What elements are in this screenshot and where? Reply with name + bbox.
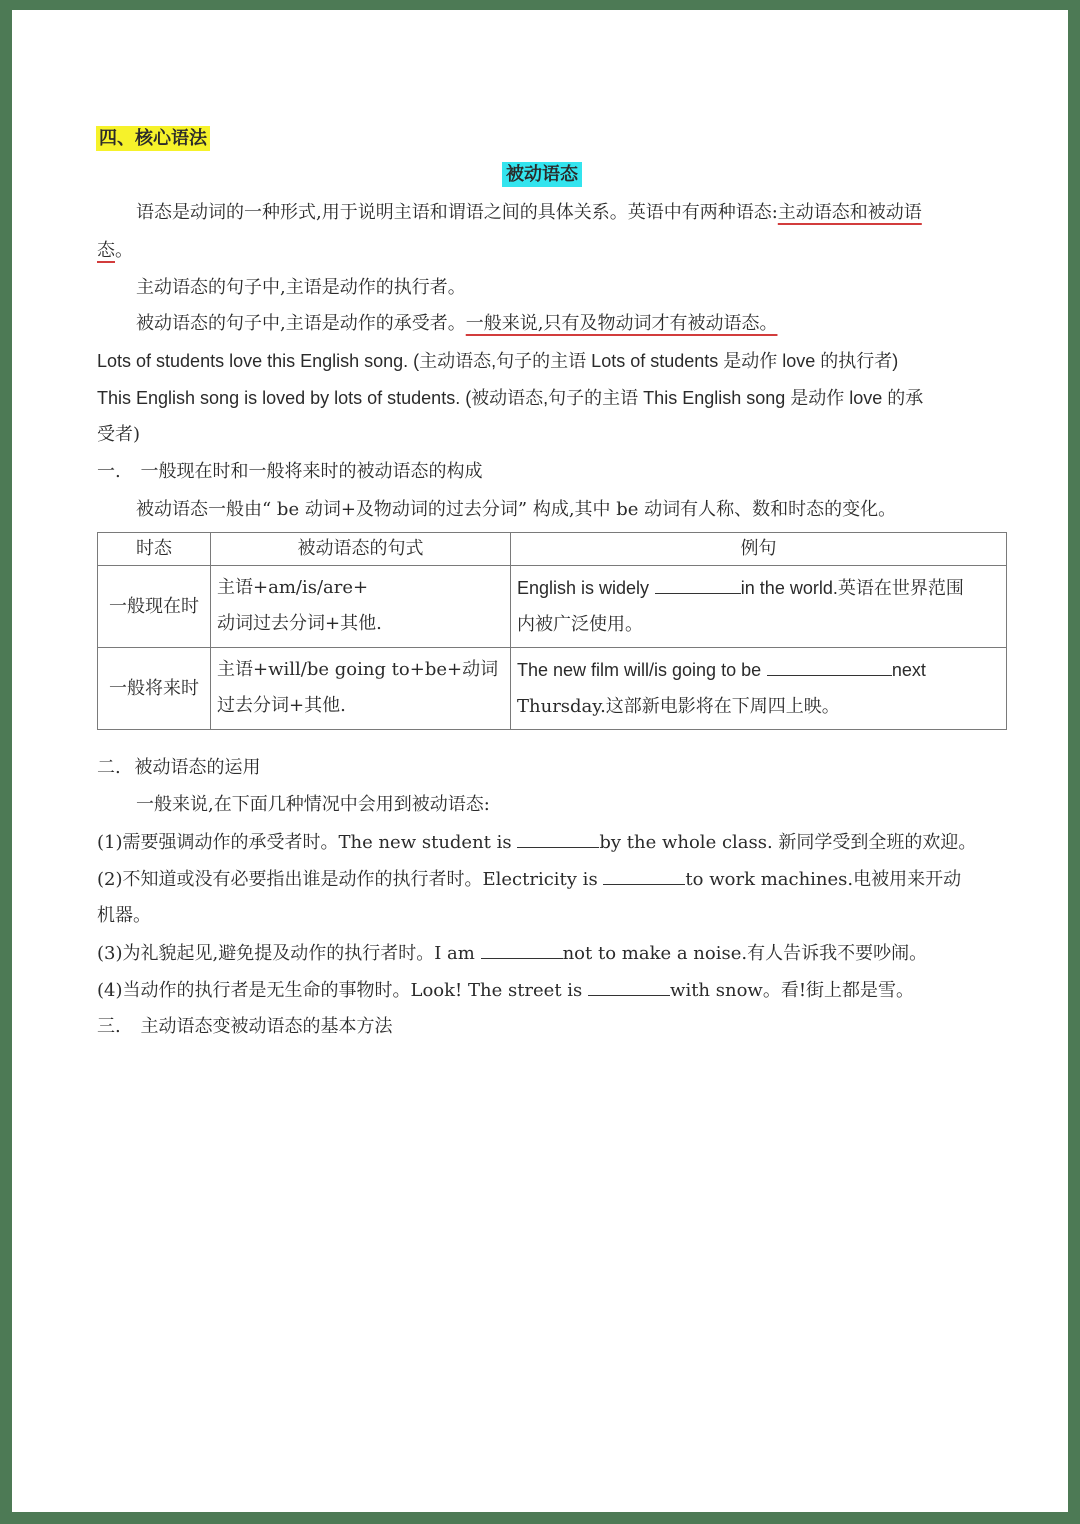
part1-description: 被动语态一般由“ be 动词+及物动词的过去分词” 构成,其中 be 动词有人称、数和时态的变化。 <box>136 499 897 520</box>
header-pattern: 被动语态的句式 <box>211 533 511 566</box>
example-after: in the world.英语在世界范围 <box>740 578 964 598</box>
example-cell <box>511 566 1007 648</box>
pattern-line: 过去分词+其他. <box>217 695 346 716</box>
part1-heading <box>97 459 482 485</box>
usage-text: (3)为礼貌起见,避免提及动作的执行者时。I am <box>97 943 475 964</box>
pattern-line: 动词过去分词+其他. <box>217 613 382 634</box>
usage-item-2-cont: 机器。 <box>97 905 151 926</box>
part3-heading <box>97 1014 392 1040</box>
answer-blank[interactable] <box>655 575 741 594</box>
part2-heading <box>97 755 260 781</box>
answer-blank[interactable] <box>481 940 563 959</box>
intro-text: 语态是动词的一种形式,用于说明主语和谓语之间的具体关系。英语中有两种语态: <box>136 202 778 223</box>
answer-blank[interactable] <box>603 866 685 885</box>
answer-blank[interactable] <box>517 829 599 848</box>
table-row <box>98 566 1007 648</box>
example-active: Lots of students love this English song. (主动语态,句子的主语 Lots of students 是动作 love 的执行者) <box>97 351 899 371</box>
example-after: next <box>891 660 926 680</box>
active-definition: 主动语态的句子中,主语是动作的执行者。 <box>136 277 466 298</box>
example-passive-line-2: 受者) <box>97 424 141 445</box>
tense-cell: 一般将来时 <box>98 648 211 730</box>
usage-text: (4)当动作的执行者是无生命的事物时。Look! The street is <box>97 980 583 1001</box>
passive-definition <box>136 311 777 337</box>
intro-line-1 <box>136 200 922 226</box>
passive-voice-table <box>97 532 1007 730</box>
part2-intro: 一般来说,在下面几种情况中会用到被动语态: <box>136 794 490 815</box>
usage-text-after: not to make a noise.有人告诉我不要吵闹。 <box>562 943 928 964</box>
usage-text: (2)不知道或没有必要指出谁是动作的执行者时。Electricity is <box>97 869 598 890</box>
section-heading <box>96 126 210 152</box>
part3-title: 主动语态变被动语态的基本方法 <box>140 1016 393 1037</box>
header-tense: 时态 <box>98 533 211 566</box>
answer-blank[interactable] <box>588 977 670 996</box>
example-before: The new film will/is going to be <box>517 660 762 680</box>
table-header-row <box>98 533 1007 566</box>
usage-text-after: by the whole class. 新同学受到全班的欢迎。 <box>599 832 977 853</box>
intro-underlined-cont: 态 <box>97 240 115 261</box>
part2-title: 被动语态的运用 <box>134 757 261 778</box>
example-line-2: Thursday.这部新电影将在下周四上映。 <box>517 696 840 717</box>
topic-title-text: 被动语态 <box>502 162 582 187</box>
passive-definition-text: 被动语态的句子中,主语是动作的承受者。 <box>136 313 466 334</box>
pattern-line: 主语+am/is/are+ <box>217 577 369 598</box>
document-page <box>12 10 1068 1512</box>
part3-number: 三. <box>97 1016 121 1037</box>
answer-blank[interactable] <box>767 657 892 676</box>
table-row <box>98 648 1007 730</box>
pattern-cell <box>211 648 511 730</box>
usage-item-1 <box>97 829 976 856</box>
example-line-2: 内被广泛使用。 <box>517 614 643 635</box>
usage-item-4 <box>97 977 914 1004</box>
header-example: 例句 <box>511 533 1007 566</box>
passive-definition-underlined: 一般来说,只有及物动词才有被动语态。 <box>465 313 778 334</box>
example-passive-line-1: This English song is loved by lots of students. (被动语态,句子的主语 This English song 是动作 love 的承 <box>97 388 924 408</box>
usage-text-after: to work machines.电被用来开动 <box>685 869 962 890</box>
section-heading-text: 四、核心语法 <box>96 126 210 151</box>
example-cell <box>511 648 1007 730</box>
intro-underlined: 主动语态和被动语 <box>777 202 922 223</box>
usage-item-3 <box>97 940 927 967</box>
intro-end: 。 <box>115 240 133 261</box>
example-before: English is widely <box>517 578 650 598</box>
part1-title: 一般现在时和一般将来时的被动语态的构成 <box>140 461 483 482</box>
pattern-cell <box>211 566 511 648</box>
topic-title <box>502 162 582 188</box>
intro-line-2 <box>97 238 133 264</box>
usage-item-2 <box>97 866 961 893</box>
tense-cell: 一般现在时 <box>98 566 211 648</box>
usage-text: (1)需要强调动作的承受者时。The new student is <box>97 832 512 853</box>
part2-number: 二. <box>97 757 121 778</box>
pattern-line: 主语+will/be going to+be+动词 <box>217 659 499 680</box>
usage-text-after: with snow。看!街上都是雪。 <box>670 980 915 1001</box>
part1-number: 一. <box>97 461 121 482</box>
